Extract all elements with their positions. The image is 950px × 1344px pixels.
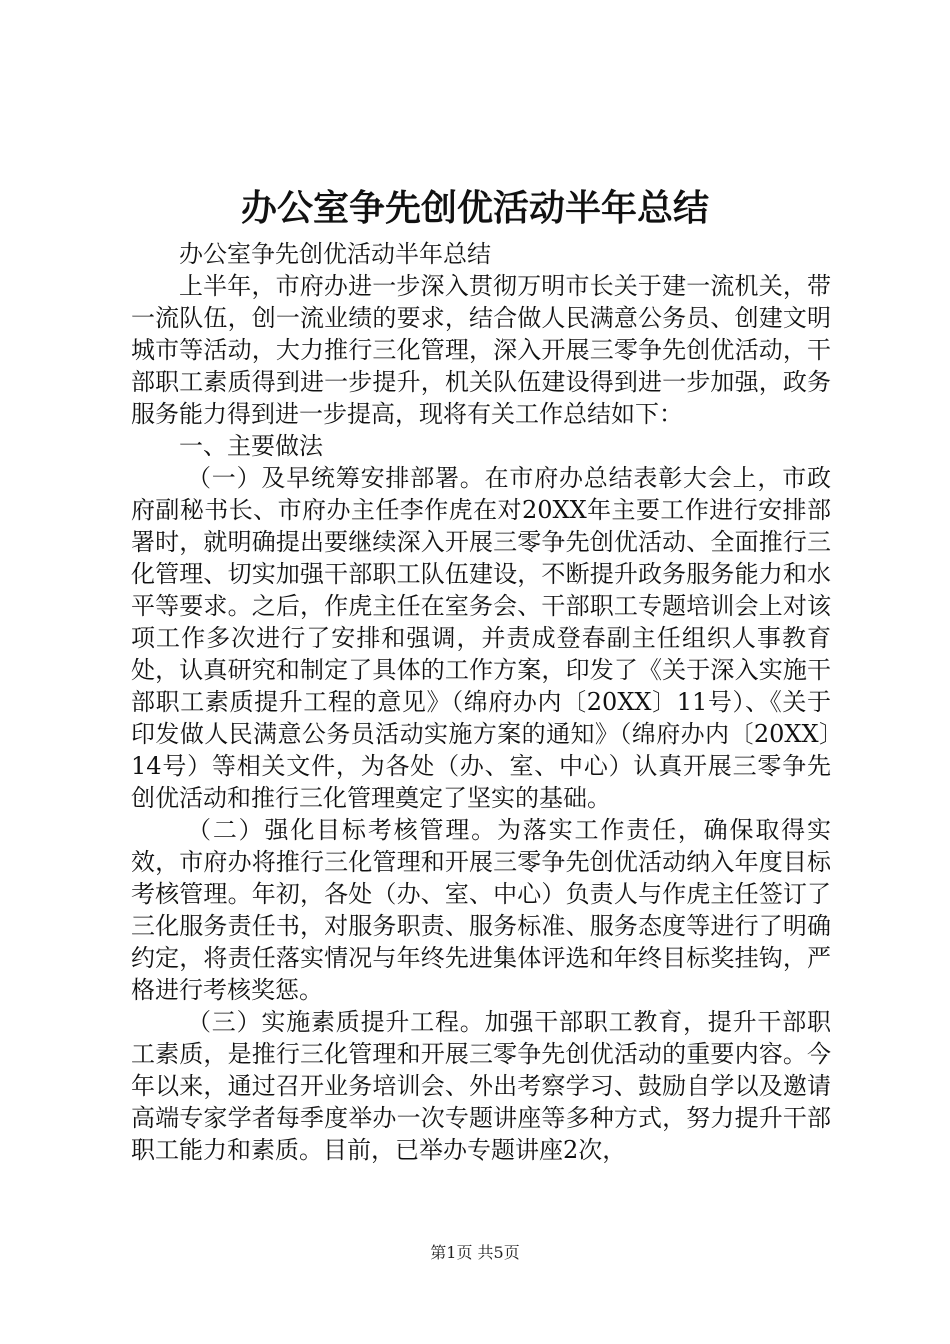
body-paragraph-heading: 办公室争先创优活动半年总结 (179, 240, 491, 268)
document-title: 办公室争先创优活动半年总结 (240, 187, 709, 229)
section-heading: 一、主要做法 (179, 432, 323, 460)
body-paragraph-item-3: （三）实施素质提升工程。加强干部职工教育，提升干部职工素质，是推行三化管理和开展三零争先创优活动的重要内容。今年以来，通过召开业务培训会、外出考察学习、鼓励自学以及邀请高端专家学者每季度举办一次专题讲座等多种方式，努力提升干部职工能力和素质。目前，已举办专题讲座2次， (131, 1008, 831, 1164)
body-paragraph-intro: 上半年，市府办进一步深入贯彻万明市长关于建一流机关，带一流队伍，创一流业绩的要求，结合做人民满意公务员、创建文明城市等活动，大力推行三化管理，深入开展三零争先创优活动，干部职工素质得到进一步提升，机关队伍建设得到进一步加强，政务服务能力得到进一步提高，现将有关工作总结如下： (131, 272, 831, 428)
page-number: 第1页 共5页 (430, 1243, 520, 1262)
body-paragraph-item-2: （二）强化目标考核管理。为落实工作责任，确保取得实效，市府办将推行三化管理和开展三零争先创优活动纳入年度目标考核管理。年初，各处（办、室、中心）负责人与作虎主任签订了三化服务责任书，对服务职责、服务标准、服务态度等进行了明确约定，将责任落实情况与年终先进集体评选和年终目标奖挂钩，严格进行考核奖惩。 (131, 816, 831, 1004)
document-body (131, 238, 831, 1166)
body-paragraph-item-1: （一）及早统筹安排部署。在市府办总结表彰大会上，市政府副秘书长、市府办主任李作虎在对20XX年主要工作进行安排部署时，就明确提出要继续深入开展三零争先创优活动、全面推行三化管理、切实加强干部职工队伍建设，不断提升政务服务能力和水平等要求。之后，作虎主任在室务会、干部职工专题培训会上对该项工作多次进行了安排和强调，并责成登春副主任组织人事教育处，认真研究和制定了具体的工作方案，印发了《关于深入实施干部职工素质提升工程的意见》（绵府办内〔20XX〕11号）、《关于印发做人民满意公务员活动实施方案的通知》（绵府办内〔20XX〕14号）等相关文件，为各处（办、室、中心）认真开展三零争先创优活动和推行三化管理奠定了坚实的基础。 (131, 464, 831, 812)
